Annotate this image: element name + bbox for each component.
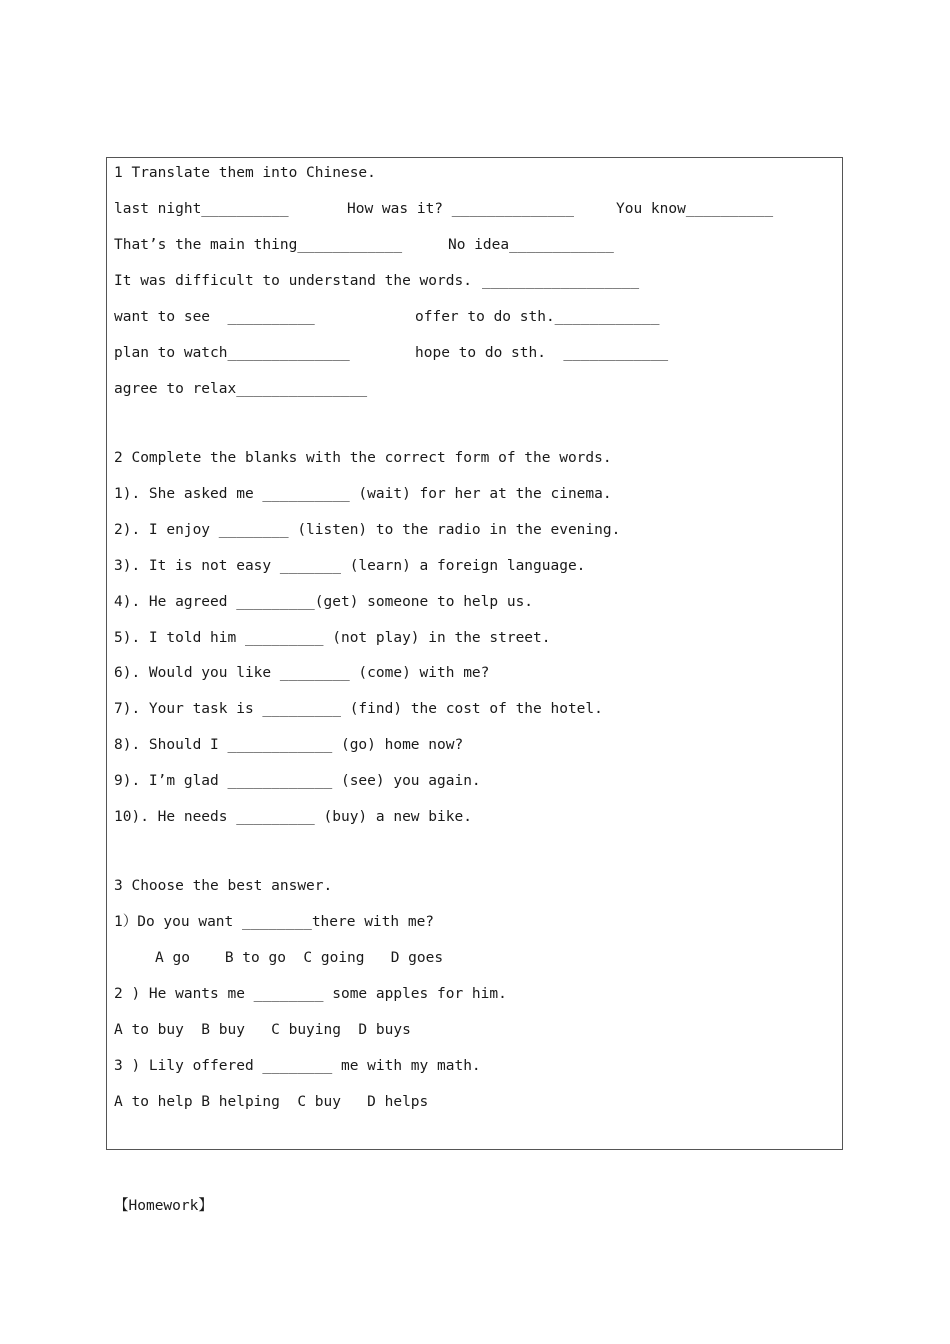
section2-item: 6). Would you like ________ (come) with me? — [114, 665, 490, 681]
section1-item: You know__________ — [616, 201, 774, 217]
section1-heading: 1 Translate them into Chinese. — [114, 165, 376, 181]
section1-item: want to see __________ — [114, 309, 315, 325]
section3-question: 3 ) Lily offered ________ me with my math. — [114, 1058, 481, 1074]
section2-item: 7). Your task is _________ (find) the cost of the hotel. — [114, 701, 603, 717]
section3-options: A to buy B buy C buying D buys — [114, 1022, 411, 1038]
section1-item: How was it? ______________ — [347, 201, 574, 217]
section3-question: 1）Do you want ________there with me? — [114, 914, 435, 930]
section1-item: No idea____________ — [448, 237, 614, 253]
section2-item: 8). Should I ____________ (go) home now? — [114, 737, 464, 753]
section1-item: __________________ — [482, 273, 640, 289]
section2-item: 9). I’m glad ____________ (see) you again. — [114, 773, 481, 789]
section2-item: 5). I told him _________ (not play) in the street. — [114, 630, 551, 646]
section2-item: 1). She asked me __________ (wait) for her at the cinema. — [114, 486, 612, 502]
section2-item: 3). It is not easy _______ (learn) a foreign language. — [114, 558, 586, 574]
section1-item: offer to do sth.____________ — [415, 309, 660, 325]
section3-question: 2 ) He wants me ________ some apples for him. — [114, 986, 507, 1002]
homework-heading: 【Homework】 — [114, 1198, 213, 1214]
section3-options: A to help B helping C buy D helps — [114, 1094, 429, 1110]
section1-item: agree to relax_______________ — [114, 381, 368, 397]
section3-options: A go B to go C going D goes — [155, 950, 444, 966]
section2-item: 4). He agreed _________(get) someone to help us. — [114, 594, 534, 610]
section1-item: plan to watch______________ — [114, 345, 350, 361]
section1-item: hope to do sth. ____________ — [415, 345, 669, 361]
section1-item: last night__________ — [114, 201, 289, 217]
section1-item: That’s the main thing____________ — [114, 237, 403, 253]
section3-heading: 3 Choose the best answer. — [114, 878, 333, 894]
section2-item: 2). I enjoy ________ (listen) to the radio in the evening. — [114, 522, 621, 538]
section2-heading: 2 Complete the blanks with the correct form of the words. — [114, 450, 612, 466]
section1-item: It was difficult to understand the words. — [114, 273, 472, 289]
section2-item: 10). He needs _________ (buy) a new bike. — [114, 809, 472, 825]
